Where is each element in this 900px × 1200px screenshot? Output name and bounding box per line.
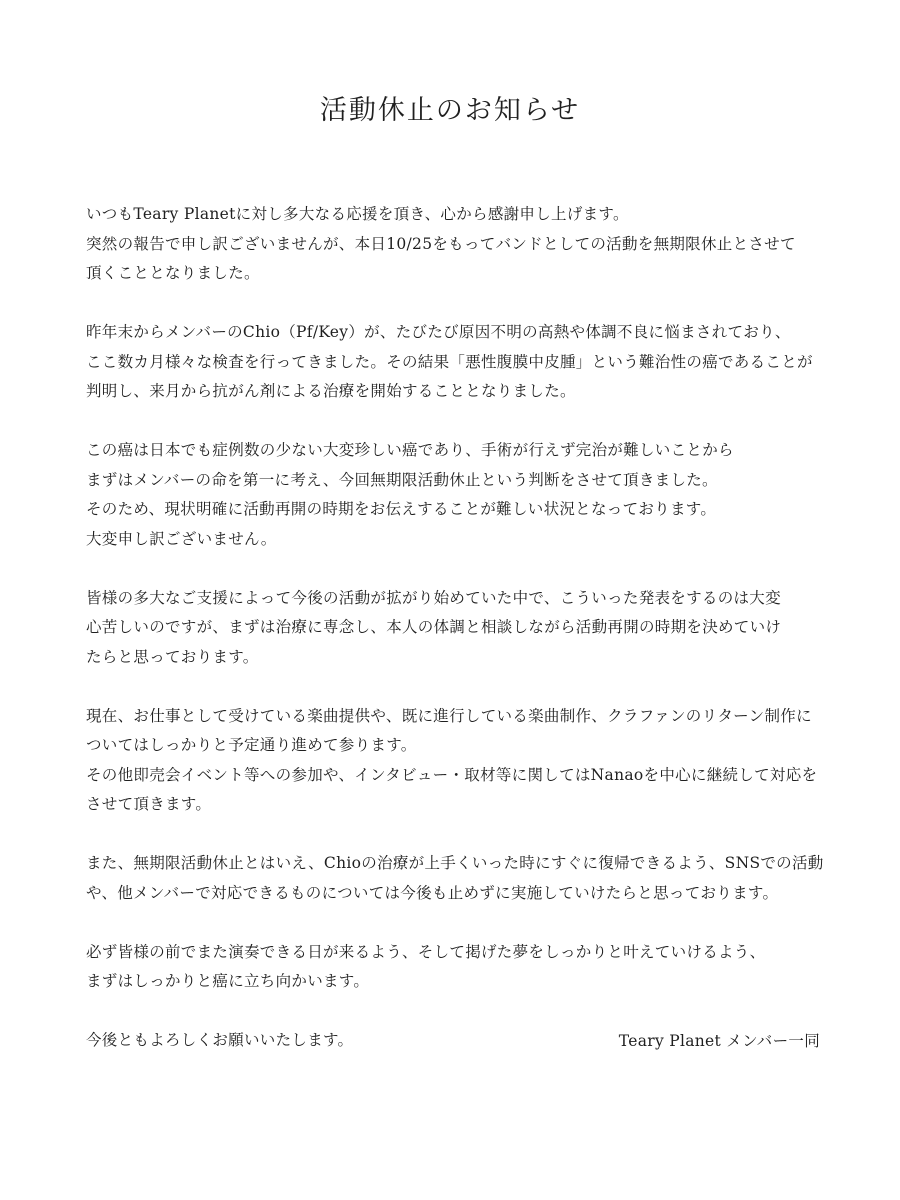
text-line: 昨年末からメンバーのChio（Pf/Key）が、たびたび原因不明の高熱や体調不良に悩まされており、 bbox=[86, 323, 791, 341]
paragraph-gap bbox=[86, 554, 846, 584]
text-line: そのため、現状明確に活動再開の時期をお伝えすることが難しい状況となっております。 bbox=[86, 500, 717, 518]
text-line: ここ数カ月様々な検査を行ってきました。その結果「悪性腹膜中皮腫」という難治性の癌であることが bbox=[86, 352, 813, 371]
paragraph-gap bbox=[86, 997, 846, 1027]
paragraph-resolve bbox=[86, 938, 846, 997]
text-line: まずはメンバーの命を第一に考え、今回無期限活動休止という判断をさせて頂きました。 bbox=[86, 470, 718, 489]
text-line: 心苦しいのですが、まずは治療に専念し、本人の体調と相談しながら活動再開の時期を決めていけ bbox=[86, 618, 782, 636]
paragraph-sns-activity bbox=[86, 849, 846, 908]
paragraph-gap bbox=[86, 407, 846, 437]
page-title: 活動休止のお知らせ bbox=[319, 95, 581, 126]
paragraph-treatment bbox=[86, 584, 846, 673]
text-line: 大変申し訳ございません。 bbox=[86, 529, 277, 548]
text-line: 必ず皆様の前でまた演奏できる日が来るよう、そして掲げた夢をしっかりと叶えていけるよう、 bbox=[86, 942, 766, 961]
paragraph-gratitude bbox=[86, 200, 846, 289]
text-line: また、無期限活動休止とはいえ、Chioの治療が上手くいった時にすぐに復帰できるよう、SNSでの活動 bbox=[86, 854, 824, 872]
text-line: ついてはしっかりと予定通り進めて参ります。 bbox=[86, 736, 417, 754]
text-line: させて頂きます。 bbox=[86, 795, 212, 813]
text-line: 判明し、来月から抗がん剤による治療を開始することとなりました。 bbox=[86, 382, 576, 400]
text-line: 突然の報告で申し訳ございませんが、本日10/25をもってバンドとしての活動を無期限休止とさせて bbox=[86, 234, 796, 253]
paragraph-decision bbox=[86, 436, 846, 554]
announcement-body bbox=[86, 200, 846, 1056]
text-line: 今後ともよろしくお願いいたします。 bbox=[86, 1031, 354, 1049]
paragraph-diagnosis bbox=[86, 318, 846, 407]
text-line: その他即売会イベント等への参加や、インタビュー・取材等に関してはNanaoを中心に継続して対応を bbox=[86, 765, 818, 784]
text-line: この癌は日本でも症例数の少ない大変珍しい癌であり、手術が行えず完治が難しいことから bbox=[86, 441, 734, 459]
paragraph-gap bbox=[86, 289, 846, 319]
text-line: まずはしっかりと癌に立ち向かいます。 bbox=[86, 972, 370, 990]
paragraph-gap bbox=[86, 672, 846, 702]
text-line: 現在、お仕事として受けている楽曲提供や、既に進行している楽曲制作、クラファンのリターン制作に bbox=[86, 706, 812, 725]
text-line: 頂くこととなりました。 bbox=[86, 264, 260, 282]
text-line: たらと思っております。 bbox=[86, 647, 259, 666]
signature: Teary Planet メンバー一同 bbox=[618, 1032, 820, 1050]
text-line: いつもTeary Planetに対し多大なる応援を頂き、心から感謝申し上げます。 bbox=[86, 205, 629, 223]
paragraph-ongoing-work bbox=[86, 702, 846, 820]
paragraph-gap bbox=[86, 908, 846, 938]
text-line: や、他メンバーで対応できるものについては今後も止めずに実施していけたらと思っております。 bbox=[86, 883, 779, 902]
paragraph-gap bbox=[86, 820, 846, 850]
text-line: 皆様の多大なご支援によって今後の活動が拡がり始めていた中で、こういった発表をするのは大変 bbox=[86, 588, 781, 607]
